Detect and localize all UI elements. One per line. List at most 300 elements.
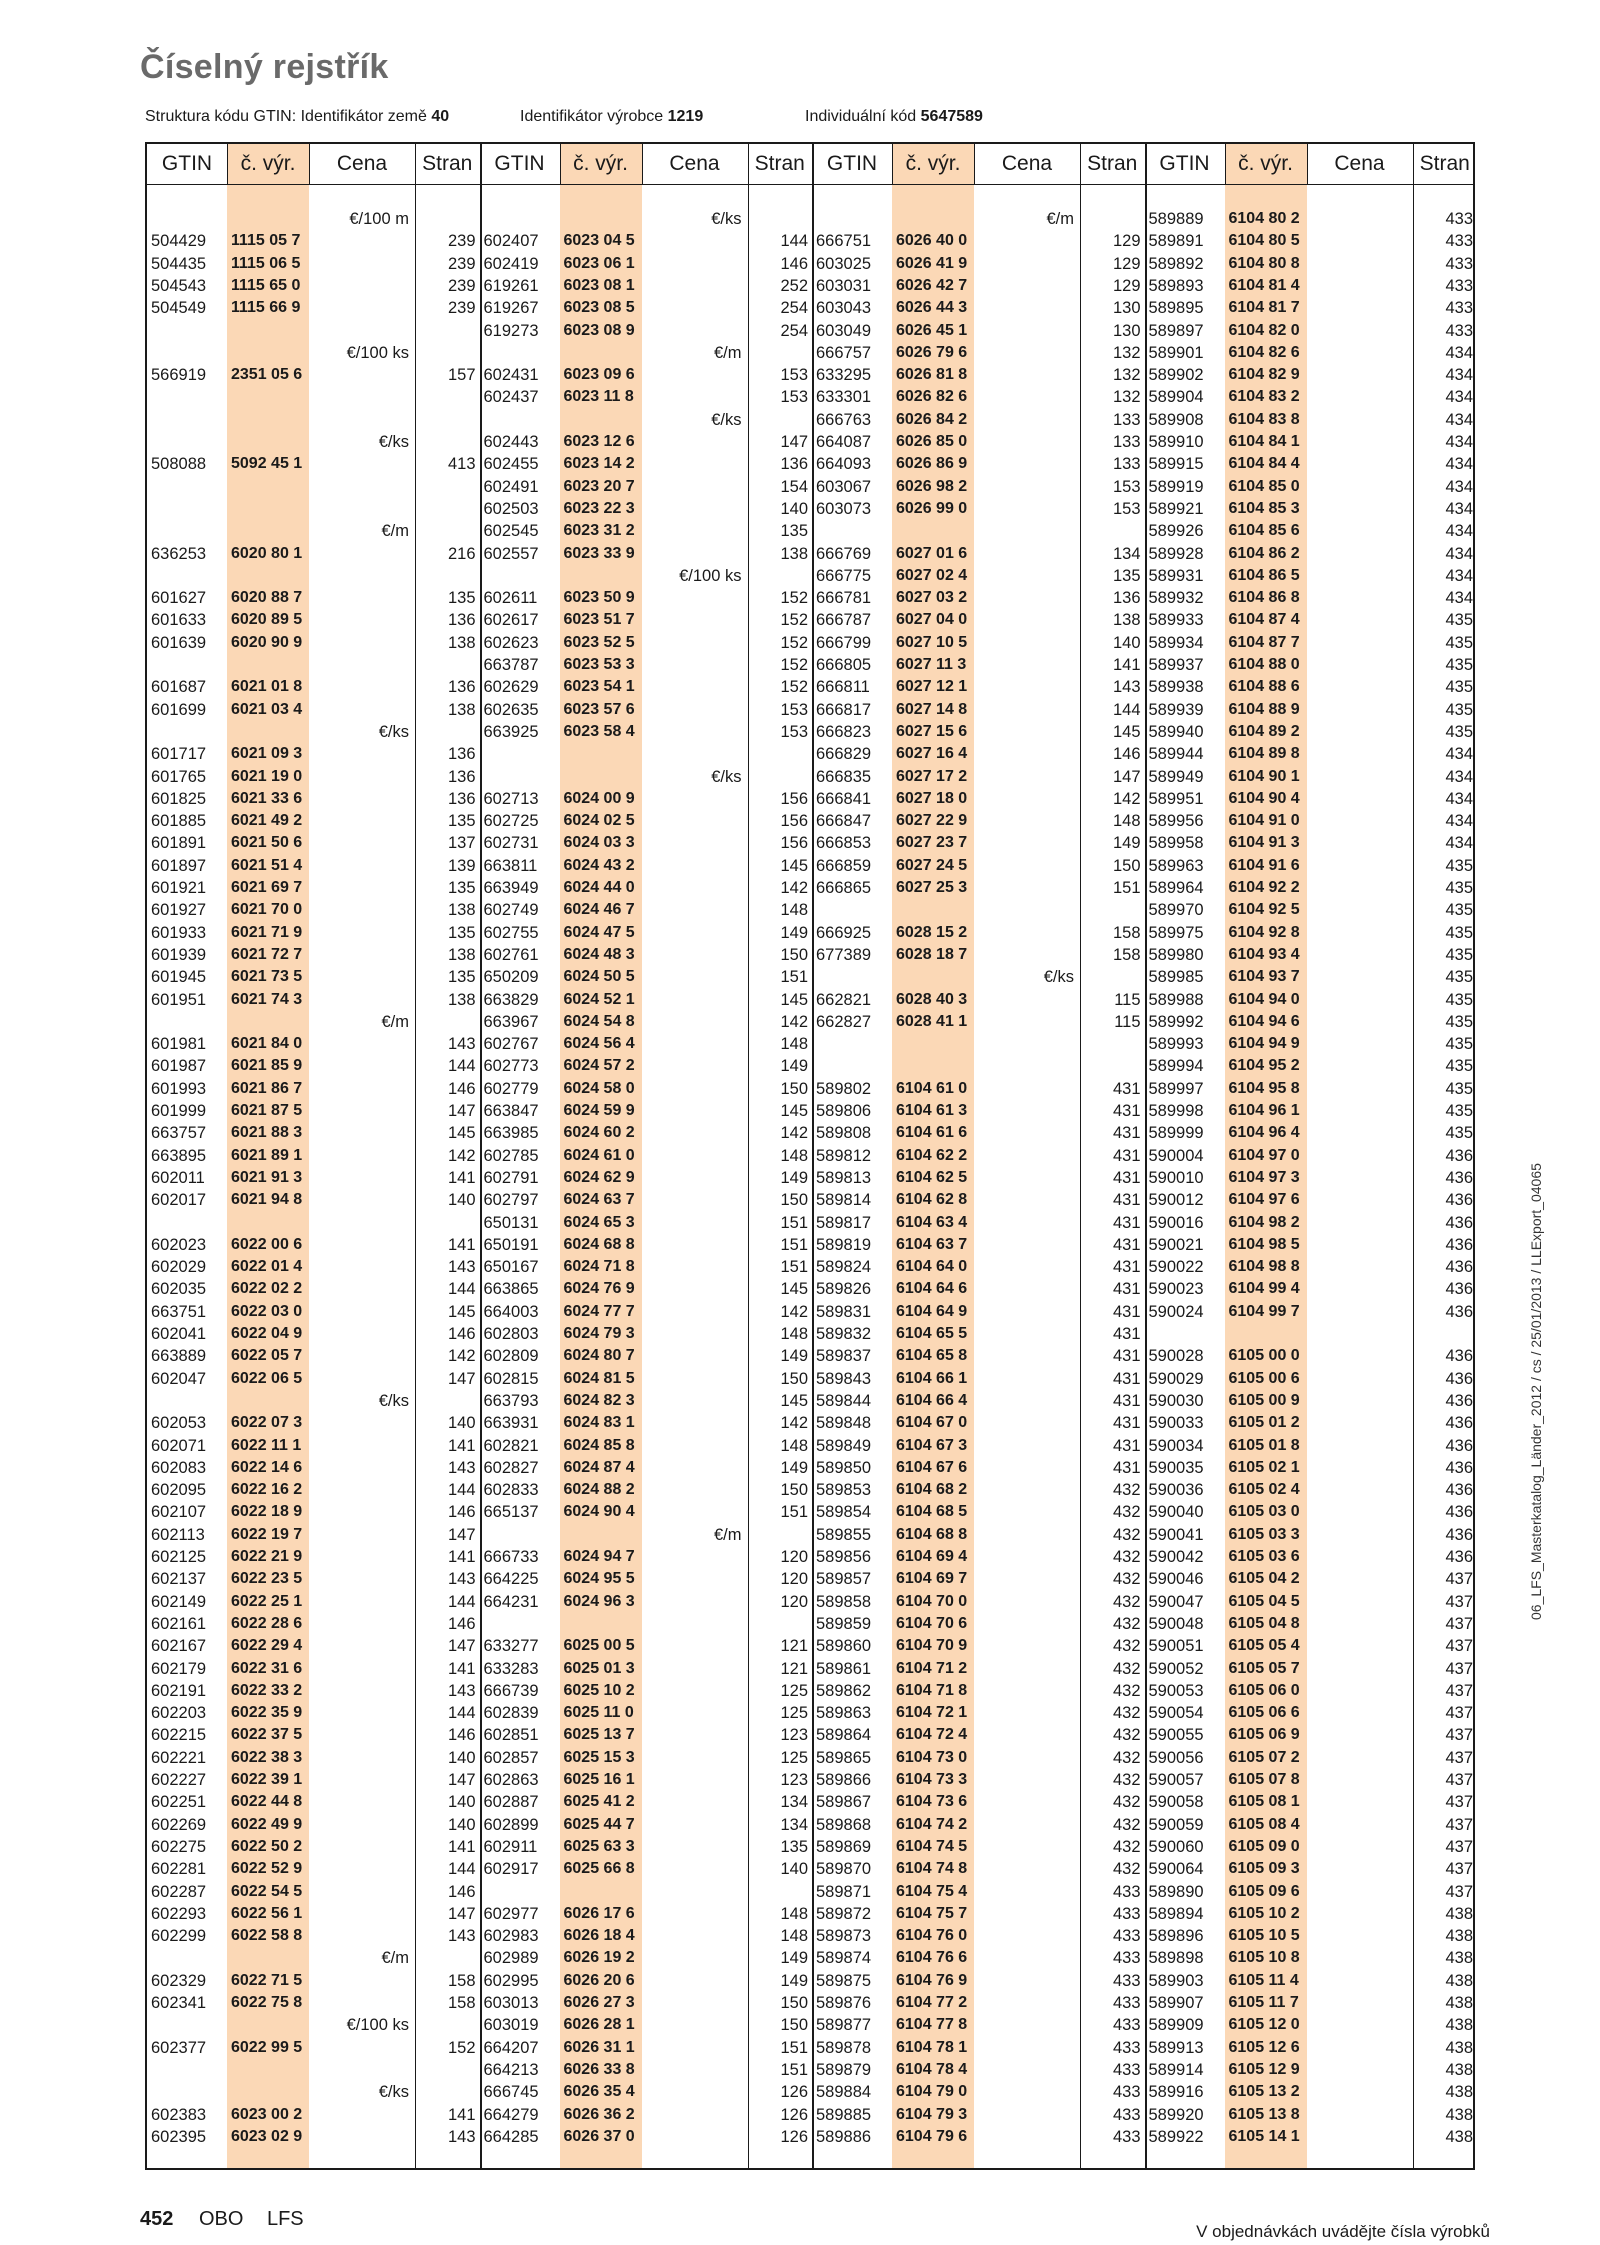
product-number-cell: 6104 73 3 (896, 1771, 968, 1788)
product-number-cell: 6104 79 6 (896, 2127, 968, 2145)
price-unit-row (480, 342, 813, 364)
product-number-cell: 6026 85 0 (896, 433, 968, 450)
table-row (1145, 1457, 1478, 1479)
table-row (147, 230, 480, 252)
page-cell: 144 (447, 1704, 476, 1723)
gtin-cell: 664231 (483, 1592, 539, 1611)
page-cell: 437 (1445, 1793, 1473, 1812)
product-number-cell: 6104 75 4 (896, 1882, 968, 1900)
table-row (480, 1390, 813, 1412)
gtin-cell: 590057 (1148, 1771, 1204, 1789)
page-cell: 436 (1445, 1481, 1473, 1500)
page-cell: 431 (1112, 1258, 1141, 1277)
gtin-cell: 589985 (1148, 968, 1204, 987)
page-cell: 144 (447, 1280, 476, 1299)
product-number-cell: 6105 03 0 (1228, 1503, 1300, 1521)
page-cell: 142 (1112, 789, 1141, 808)
page-cell: 147 (780, 433, 808, 451)
header-divider (974, 144, 975, 184)
page-cell: 432 (1112, 1548, 1141, 1566)
page-cell: 135 (780, 1837, 808, 1856)
gtin-cell: 602095 (151, 1481, 207, 1500)
table-row (480, 1724, 813, 1746)
product-number-cell: 6021 84 0 (231, 1035, 303, 1053)
gtin-cell: 666763 (816, 410, 872, 429)
gtin-cell: 664225 (483, 1570, 539, 1589)
page-cell: 431 (1112, 1280, 1141, 1299)
table-row (1145, 944, 1478, 966)
gtin-cell: 589817 (816, 1213, 872, 1232)
product-number-cell: 6024 50 5 (563, 968, 635, 986)
gtin-cell: 589860 (816, 1637, 872, 1656)
gtin-cell: 663811 (483, 856, 538, 875)
table-row (480, 2014, 813, 2036)
table-row (1145, 766, 1478, 788)
table-row (812, 320, 1145, 342)
gtin-cell: 666757 (816, 343, 872, 362)
table-row (147, 766, 480, 788)
page-cell: 151 (780, 968, 808, 987)
table-row (480, 1189, 813, 1211)
page-cell: 436 (1445, 1436, 1473, 1455)
product-number-cell: 6104 96 4 (1228, 1124, 1300, 1142)
gtin-cell: 589832 (816, 1325, 872, 1343)
gtin-cell: 589915 (1148, 455, 1204, 474)
table-row (812, 810, 1145, 832)
table-row (147, 1925, 480, 1947)
table-row (812, 1011, 1145, 1033)
gtin-cell: 603013 (483, 1994, 539, 2012)
gtin-cell: 666853 (816, 834, 872, 853)
product-number-cell: 6024 82 3 (563, 1391, 635, 1409)
table-row (480, 275, 813, 297)
gtin-cell: 663967 (483, 1012, 539, 1031)
product-number-cell: 6023 12 6 (563, 433, 635, 450)
page-column-divider (415, 144, 416, 2168)
gtin-cell: 589869 (816, 1837, 872, 1856)
page-cell: 438 (1445, 2127, 1473, 2146)
page-cell: 433 (1112, 1994, 1141, 2012)
product-number-cell: 6022 39 1 (231, 1771, 303, 1788)
page-cell: 433 (1445, 232, 1473, 251)
gtin-cell: 504543 (151, 276, 207, 295)
product-number-cell: 6023 33 9 (563, 544, 635, 562)
product-number-cell: 6026 44 3 (896, 299, 968, 317)
gtin-cell: 663985 (483, 1124, 539, 1143)
gtin-cell: 602221 (151, 1748, 207, 1767)
product-number-cell: 6105 03 6 (1228, 1548, 1300, 1565)
page-cell: 435 (1445, 1035, 1473, 1054)
product-number-cell: 6021 01 8 (231, 678, 303, 696)
table-row (147, 1702, 480, 1724)
table-row (147, 253, 480, 275)
page-cell: 436 (1445, 1503, 1473, 1522)
table-row (480, 2104, 813, 2126)
page-cell: 431 (1112, 1079, 1141, 1098)
table-row (480, 2126, 813, 2148)
gtin-cell: 602623 (483, 633, 539, 652)
table-row (1145, 1591, 1478, 1613)
gtin-cell: 589862 (816, 1681, 872, 1700)
product-number-cell: 6104 95 2 (1228, 1057, 1300, 1075)
gtin-cell: 602803 (483, 1325, 539, 1343)
column-header: Stran (422, 152, 473, 175)
table-row (480, 1635, 813, 1657)
table-row (480, 1903, 813, 1925)
price-unit-row (147, 520, 480, 542)
page-cell: 151 (780, 2038, 808, 2057)
table-row (147, 1122, 480, 1144)
header-divider (309, 144, 310, 184)
product-number-cell: 6104 74 5 (896, 1837, 968, 1855)
page-cell: 151 (780, 1258, 808, 1277)
gtin-cell: 590029 (1148, 1369, 1204, 1388)
page-cell: 435 (1445, 611, 1473, 630)
table-row (1145, 253, 1478, 275)
page-cell: 150 (780, 1079, 808, 1098)
gtin-cell: 602899 (483, 1815, 539, 1834)
gtin-cell: 589958 (1148, 834, 1204, 853)
product-number-cell: 6104 68 8 (896, 1525, 968, 1543)
table-row (480, 1568, 813, 1590)
page-cell: 433 (1445, 299, 1473, 318)
product-number-cell: 6104 90 1 (1228, 767, 1300, 785)
page-cell: 144 (780, 232, 808, 251)
product-number-cell: 6104 80 2 (1228, 210, 1300, 227)
product-number-cell: 6104 87 7 (1228, 633, 1300, 651)
page-cell: 438 (1445, 2060, 1473, 2079)
table-row (812, 2081, 1145, 2103)
table-row (812, 1591, 1145, 1613)
table-row (1145, 1055, 1478, 1077)
table-row (147, 1167, 480, 1189)
product-number-cell: 6105 01 2 (1228, 1414, 1300, 1432)
product-number-cell: 6024 96 3 (563, 1592, 635, 1610)
page-cell: 435 (1445, 923, 1473, 942)
table-row (1145, 1011, 1478, 1033)
page-cell: 434 (1445, 566, 1473, 585)
page-cell: 153 (780, 388, 808, 407)
page-cell: 434 (1445, 455, 1473, 474)
product-number-cell: 6023 50 9 (563, 589, 635, 607)
page-cell: 153 (780, 366, 808, 385)
page-cell: 239 (447, 254, 476, 273)
product-number-cell: 6021 70 0 (231, 901, 303, 919)
table-row (812, 1992, 1145, 2014)
product-number-cell: 6104 98 8 (1228, 1258, 1300, 1276)
page-cell: 433 (1112, 1904, 1141, 1923)
product-number-cell: 6025 44 7 (563, 1815, 635, 1833)
table-row (812, 1189, 1145, 1211)
page-cell: 129 (1112, 232, 1141, 251)
gtin-cell: 589896 (1148, 1927, 1204, 1946)
table-row (1145, 721, 1478, 743)
gtin-cell: 589963 (1148, 856, 1204, 875)
page-cell: 431 (1112, 1325, 1141, 1343)
price-unit-row (147, 1011, 480, 1033)
page-cell: 134 (780, 1815, 808, 1834)
page-cell: 436 (1445, 1347, 1473, 1366)
table-row (1145, 453, 1478, 475)
gtin-cell: 602857 (483, 1748, 539, 1767)
column-header: č. výr. (1238, 152, 1293, 175)
product-number-cell: 6025 00 5 (563, 1637, 635, 1655)
product-number-cell: 6105 12 6 (1228, 2038, 1300, 2056)
product-number-cell: 6027 14 8 (896, 700, 968, 718)
table-row (812, 877, 1145, 899)
table-row (1145, 565, 1478, 587)
gtin-cell: 602839 (483, 1704, 539, 1723)
gtin-cell: 601627 (151, 589, 207, 608)
table-row (1145, 877, 1478, 899)
gtin-cell: 602635 (483, 700, 539, 719)
gtin-cell: 589866 (816, 1771, 872, 1789)
gtin-cell: 666817 (816, 700, 872, 719)
product-number-cell: 6104 70 9 (896, 1637, 968, 1655)
page-cell: 150 (780, 1481, 808, 1500)
table-row (480, 1702, 813, 1724)
gtin-cell: 589849 (816, 1436, 872, 1455)
page-cell: 143 (447, 1458, 476, 1477)
gtin-cell: 589806 (816, 1102, 872, 1120)
product-number-cell: 6104 88 6 (1228, 678, 1300, 696)
price-unit: €/m (381, 1949, 409, 1968)
page-cell: 433 (1112, 1927, 1141, 1946)
page-cell: 436 (1445, 1525, 1473, 1544)
page-cell: 434 (1445, 499, 1473, 518)
table-row (480, 1658, 813, 1680)
table-row (1145, 1524, 1478, 1546)
gtin-cell: 602029 (151, 1258, 207, 1277)
page-cell: 150 (780, 1191, 808, 1210)
price-unit-row (480, 208, 813, 230)
table-row (1145, 1256, 1478, 1278)
table-row (812, 1858, 1145, 1880)
gtin-cell: 633301 (816, 388, 872, 407)
product-number-cell: 6104 76 9 (896, 1971, 968, 1989)
page-cell: 433 (1112, 2016, 1141, 2035)
table-row (147, 1435, 480, 1457)
product-number-cell: 6104 97 3 (1228, 1168, 1300, 1186)
gtin-cell: 633295 (816, 366, 872, 385)
product-number-cell: 6024 44 0 (563, 879, 635, 896)
table-row (147, 989, 480, 1011)
product-number-cell: 6022 99 5 (231, 2038, 303, 2056)
page-cell: 136 (447, 678, 476, 697)
page-cell: 431 (1112, 1168, 1141, 1187)
gtin-cell: 602761 (483, 945, 539, 964)
column-header: č. výr. (905, 152, 961, 175)
page-cell: 432 (1112, 1659, 1141, 1678)
product-number-cell: 6025 41 2 (563, 1793, 635, 1811)
product-number-cell: 6104 94 9 (1228, 1035, 1300, 1053)
table-row (812, 609, 1145, 631)
gtin-cell: 602179 (151, 1659, 207, 1678)
table-row (480, 1836, 813, 1858)
page-cell: 432 (1112, 1637, 1141, 1656)
product-number-cell: 6026 36 2 (563, 2105, 635, 2123)
table-row (480, 654, 813, 676)
gtin-cell: 633283 (483, 1659, 539, 1678)
page-cell: 148 (780, 1904, 808, 1923)
table-row (147, 743, 480, 765)
page-cell: 149 (780, 1168, 808, 1187)
product-number-cell: 6022 54 5 (231, 1882, 303, 1900)
product-number-cell: 6021 19 0 (231, 767, 303, 785)
gtin-cell: 602341 (151, 1994, 207, 2012)
page-cell: 149 (780, 923, 808, 942)
table-row (480, 476, 813, 498)
table-row (812, 1947, 1145, 1969)
gtin-cell: 602275 (151, 1837, 207, 1856)
page-cell: 136 (447, 767, 476, 786)
gtin-cell: 602407 (483, 232, 539, 251)
page-cell: 134 (1112, 544, 1141, 563)
gtin-cell: 602833 (483, 1481, 539, 1500)
product-number-cell: 6104 94 6 (1228, 1012, 1300, 1030)
page-cell: 143 (1112, 678, 1141, 697)
page-cell: 142 (447, 1146, 476, 1165)
table-row (480, 2037, 813, 2059)
page-cell: 434 (1445, 834, 1473, 853)
product-number-cell: 6025 15 3 (563, 1748, 635, 1766)
price-unit-row (147, 1390, 480, 1412)
gtin-cell: 589938 (1148, 678, 1204, 697)
page-cell: 158 (447, 1971, 476, 1990)
product-number-cell: 6024 63 7 (563, 1191, 635, 1209)
page-cell: 433 (1445, 254, 1473, 273)
table-row (1145, 520, 1478, 542)
page-cell: 438 (1445, 1949, 1473, 1968)
page-cell: 139 (447, 856, 476, 875)
table-row (480, 1925, 813, 1947)
page-cell: 149 (780, 1458, 808, 1477)
table-row (812, 721, 1145, 743)
table-row (480, 543, 813, 565)
table-row (480, 721, 813, 743)
product-number-cell: 6023 08 1 (563, 276, 635, 294)
product-number-cell: 6022 33 2 (231, 1681, 303, 1699)
table-row (147, 1278, 480, 1300)
product-number-cell: 6021 49 2 (231, 812, 303, 830)
product-number-cell: 6023 31 2 (563, 522, 635, 540)
table-row (812, 565, 1145, 587)
gtin-cell: 589998 (1148, 1102, 1204, 1120)
product-number-cell: 6104 94 0 (1228, 990, 1300, 1008)
gtin-cell: 602011 (151, 1168, 205, 1187)
table-row (147, 1836, 480, 1858)
page-cell: 437 (1445, 1771, 1473, 1789)
product-number-cell: 6105 12 0 (1228, 2016, 1300, 2034)
page-cell: 438 (1445, 2105, 1473, 2124)
price-unit: €/100 m (349, 210, 409, 228)
gtin-cell: 590021 (1148, 1235, 1204, 1254)
product-number-cell: 6105 04 8 (1228, 1614, 1300, 1632)
page-cell: 134 (780, 1793, 808, 1812)
page-cell: 148 (780, 901, 808, 920)
catalog-export-code: 06_LFS_Masterkatalog_Länder_2012 / cs / 25/01/2013 / LLExport_04065 (1528, 1163, 1544, 1620)
gtin-cell: 601699 (151, 700, 207, 719)
gtin-cell: 602977 (483, 1904, 539, 1923)
table-row (812, 788, 1145, 810)
column-header: Stran (754, 152, 805, 175)
product-number-cell: 6104 71 8 (896, 1681, 968, 1699)
page-cell: 438 (1445, 1927, 1473, 1946)
page-cell: 239 (447, 232, 476, 251)
gtin-cell: 603025 (816, 254, 872, 273)
product-number-cell: 6104 90 4 (1228, 789, 1300, 807)
gtin-cell: 589909 (1148, 2016, 1204, 2035)
product-number-cell: 6024 46 7 (563, 901, 635, 919)
product-number-cell: 6023 08 9 (563, 321, 635, 339)
product-number-cell: 6022 38 3 (231, 1748, 303, 1766)
product-number-cell: 6022 44 8 (231, 1793, 303, 1811)
gtin-cell: 602617 (483, 611, 539, 630)
gtin-cell: 602419 (483, 254, 539, 273)
product-number-cell: 6104 62 2 (896, 1146, 968, 1164)
gtin-cell: 589814 (816, 1191, 872, 1210)
product-number-cell: 6104 88 9 (1228, 700, 1300, 718)
page-cell: 431 (1112, 1436, 1141, 1455)
gtin-cell: 590028 (1148, 1347, 1204, 1366)
gtin-cell: 602017 (151, 1191, 207, 1210)
table-row (812, 1323, 1145, 1345)
page-cell: 437 (1445, 1726, 1473, 1745)
gtin-cell: 589858 (816, 1592, 872, 1611)
page-cell: 120 (780, 1570, 808, 1589)
gtin-cell: 602545 (483, 522, 539, 541)
page-cell: 432 (1112, 1837, 1141, 1856)
page-cell: 147 (447, 1637, 476, 1656)
table-row (812, 1435, 1145, 1457)
page-cell: 141 (447, 1436, 476, 1455)
page-cell: 132 (1112, 366, 1141, 385)
product-number-cell: 6104 93 4 (1228, 945, 1300, 963)
product-number-cell: 6028 15 2 (896, 923, 968, 941)
table-row (147, 676, 480, 698)
price-unit-row (480, 565, 813, 587)
price-unit-row (147, 1947, 480, 1969)
column-header: Cena (1001, 152, 1053, 175)
product-number-cell: 6026 37 0 (563, 2127, 635, 2145)
product-number-cell: 6026 84 2 (896, 410, 968, 428)
product-number-cell: 6022 37 5 (231, 1726, 303, 1744)
product-number-cell: 6022 52 9 (231, 1860, 303, 1878)
product-number-cell: 1115 05 7 (231, 232, 301, 250)
order-note: V objednávkách uvádějte čísla výrobků (1196, 2222, 1490, 2241)
header-divider (642, 144, 643, 184)
page-cell: 431 (1112, 1347, 1141, 1366)
table-row (812, 766, 1145, 788)
product-number-cell: 6021 87 5 (231, 1102, 303, 1119)
gtin-cell: 504429 (151, 232, 207, 251)
table-row (812, 1212, 1145, 1234)
gtin-cell: 589855 (816, 1525, 872, 1544)
product-number-cell: 6022 03 0 (231, 1302, 303, 1320)
gtin-cell: 663925 (483, 722, 539, 741)
page-cell: 431 (1112, 1302, 1141, 1321)
price-unit: €/ks (1043, 968, 1074, 987)
page-cell: 138 (447, 990, 476, 1009)
table-row (1145, 699, 1478, 721)
page-cell: 149 (780, 1971, 808, 1990)
gtin-cell: 666799 (816, 633, 872, 652)
table-row (480, 1100, 813, 1122)
product-number-cell: 6104 78 1 (896, 2038, 968, 2056)
product-number-cell: 6022 75 8 (231, 1994, 303, 2011)
table-row (1145, 2037, 1478, 2059)
table-row (1145, 1479, 1478, 1501)
